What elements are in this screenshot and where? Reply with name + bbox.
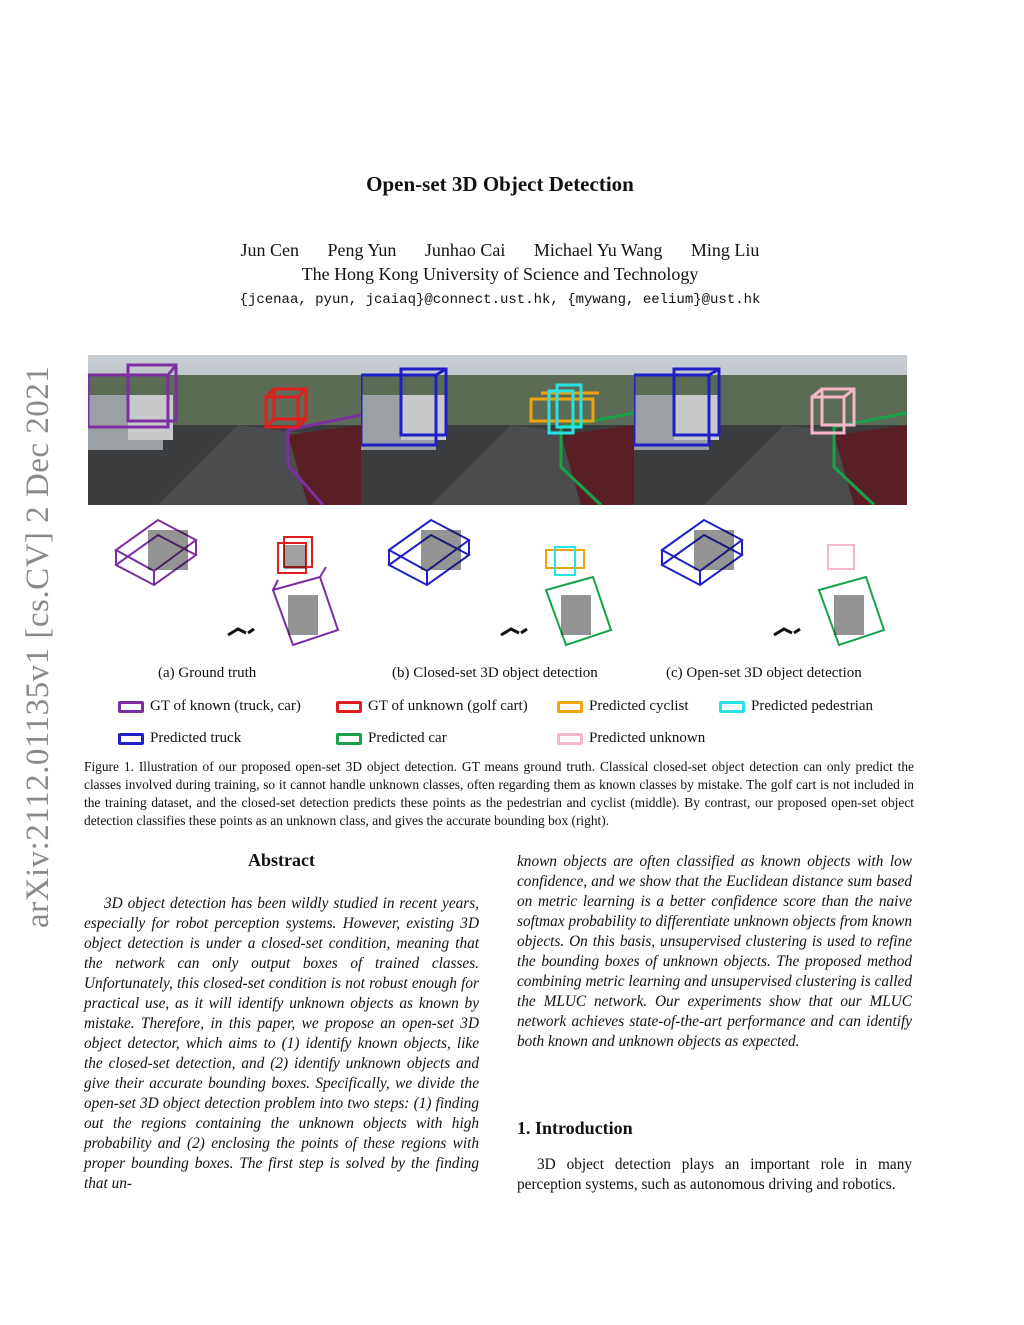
legend-swatch — [118, 701, 144, 713]
legend-swatch — [719, 701, 745, 713]
author-emails: {jcenaa, pyun, jcaiaq}@connect.ust.hk, {mywang, eelium}@ust.hk — [239, 292, 761, 308]
legend-predicted-truck: Predicted truck — [118, 730, 241, 747]
author: Jun Cen — [240, 240, 300, 260]
arxiv-stamp: arXiv:2112.01135v1 [cs.CV] 2 Dec 2021 — [20, 365, 56, 928]
legend-predicted-pedestrian: Predicted pedestrian — [719, 698, 873, 715]
subcaption-c: (c) Open-set 3D object detection — [666, 665, 862, 681]
abstract-text-right: known objects are often classified as known objects with low confidence, and we show that the Euclidean distance sum based on metric learning is a better confidence score than the naive softmax probability to differentiate unknown objects from known objects. On this basis, unsupervised clustering is used to refine the bounding boxes of unknown objects. The proposed method combining metric learning and unsupervised clustering is called the MLUC network. Our experiments show that our MLUC network achieves state-of-the-art performance and can identify both known and unknown objects as expected. — [517, 853, 912, 1050]
legend-predicted-car: Predicted car — [336, 730, 447, 747]
introduction-heading: 1. Introduction — [517, 1118, 633, 1138]
legend-predicted-unknown: Predicted unknown — [557, 730, 705, 747]
legend-swatch — [336, 733, 362, 745]
street-scene-image — [361, 355, 634, 505]
figure-caption: Figure 1. Illustration of our proposed open-set 3D object detection. GT means ground truth. Classical closed-set object detection can only predict the classes involved during training, so it cannot handle unknown classes, often regarding them as known classes by mistake. The golf cart is not included in the training dataset, and the closed-set detection predicts these points as the pedestrian and cyclist (middle). By contrast, our proposed open-set object detection classifies these points as an unknown class, and gives the accurate bounding box (right). — [84, 759, 914, 828]
author: Junhao Cai — [424, 240, 506, 260]
legend-gt-known: GT of known (truck, car) — [118, 698, 301, 715]
introduction-text: 3D object detection plays an important role in many perception systems, such as autonomous driving and robotics. — [517, 1156, 912, 1193]
legend-swatch — [336, 701, 362, 713]
abstract-heading: Abstract — [248, 850, 315, 870]
photo-panel-open-set — [634, 355, 907, 505]
point-cloud-open-set — [662, 520, 884, 645]
point-cloud-closed-set — [389, 520, 611, 645]
photo-panel-closed-set — [361, 355, 634, 505]
author: Michael Yu Wang — [533, 240, 663, 260]
subcaption-b: (b) Closed-set 3D object detection — [392, 665, 598, 681]
subcaption-a: (a) Ground truth — [158, 665, 257, 681]
abstract-text-left: 3D object detection has been wildly studied in recent years, especially for robot perception systems. However, existing 3D object detection is under a closed-set condition, meaning that the network can only output boxes of trained classes. Unfortunately, this closed-set condition is not robust enough for practical use, as it will identify unknown objects as known by mistake. Therefore, in this paper, we propose an open-set 3D object detector, which aims to (1) identify known objects, like the closed-set detection, and (2) identify unknown objects and give their accurate bounding boxes. Specifically, we divide the open-set 3D object detection problem into two steps: (1) finding out the regions containing the unknown objects with high probability and (2) enclosing the points of these regions with proper bounding boxes. The first step is solved by the finding that un- — [84, 895, 479, 1192]
street-scene-image — [88, 355, 361, 505]
legend-swatch — [118, 733, 144, 745]
point-cloud-views — [88, 505, 908, 655]
street-scene-image — [634, 355, 907, 505]
author: Ming Liu — [690, 240, 760, 260]
legend-swatch — [557, 733, 583, 745]
paper-title: Open-set 3D Object Detection — [366, 172, 634, 196]
legend-swatch — [557, 701, 583, 713]
author: Peng Yun — [327, 240, 397, 260]
legend-gt-unknown: GT of unknown (golf cart) — [336, 698, 528, 715]
photo-panel-ground-truth — [88, 355, 361, 505]
point-cloud-ground-truth — [116, 520, 338, 645]
author-list — [0, 240, 1000, 261]
affiliation: The Hong Kong University of Science and Technology — [301, 264, 699, 284]
legend-predicted-cyclist: Predicted cyclist — [557, 698, 689, 715]
